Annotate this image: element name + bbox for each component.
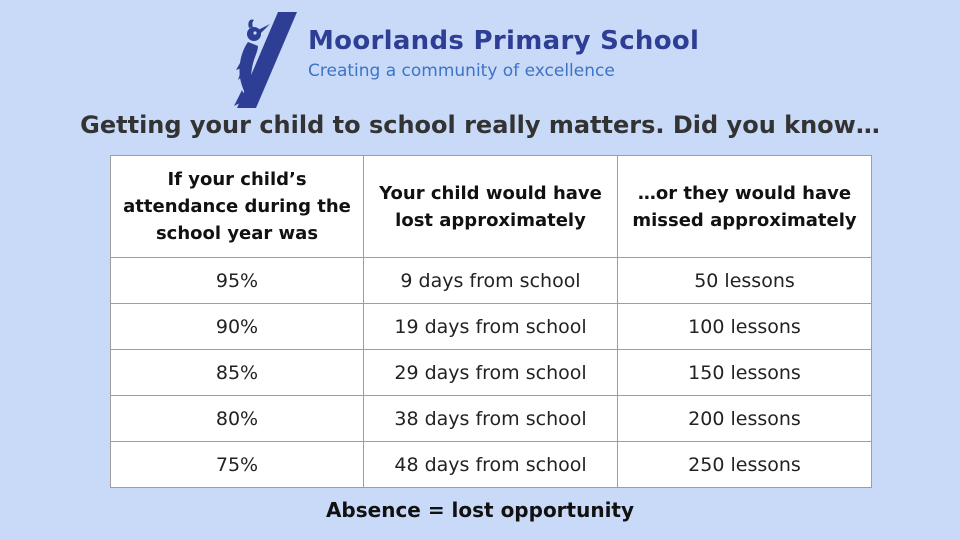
attendance-cell: 90% — [111, 304, 364, 350]
table-row — [111, 304, 872, 350]
footer-message: Absence = lost opportunity — [325, 498, 635, 522]
school-tagline: Creating a community of excellence — [308, 61, 615, 81]
page-headline: Getting your child to school really matters. Did you know… — [80, 111, 880, 139]
lessons-missed-cell: 50 lessons — [618, 258, 872, 304]
days-lost-cell: 9 days from school — [364, 258, 618, 304]
days-lost-cell: 29 days from school — [364, 350, 618, 396]
woodpecker-logo-icon — [228, 12, 300, 108]
lessons-missed-cell: 100 lessons — [618, 304, 872, 350]
days-lost-cell: 48 days from school — [364, 442, 618, 488]
header-attendance: If your child’s attendance during the school year was — [111, 156, 364, 258]
days-lost-cell: 19 days from school — [364, 304, 618, 350]
attendance-cell: 75% — [111, 442, 364, 488]
header-lessons-missed: …or they would have missed approximately — [618, 156, 872, 258]
school-header — [228, 12, 699, 108]
table-header-row — [111, 156, 872, 258]
lessons-missed-cell: 250 lessons — [618, 442, 872, 488]
table-row — [111, 258, 872, 304]
attendance-cell: 85% — [111, 350, 364, 396]
lessons-missed-cell: 150 lessons — [618, 350, 872, 396]
lessons-missed-cell: 200 lessons — [618, 396, 872, 442]
table-row — [111, 396, 872, 442]
school-name: Moorlands Primary School — [308, 26, 700, 56]
table-row — [111, 442, 872, 488]
table-row — [111, 350, 872, 396]
attendance-cell: 80% — [111, 396, 364, 442]
attendance-cell: 95% — [111, 258, 364, 304]
days-lost-cell: 38 days from school — [364, 396, 618, 442]
header-days-lost: Your child would have lost approximately — [364, 156, 618, 258]
attendance-table — [110, 155, 872, 488]
